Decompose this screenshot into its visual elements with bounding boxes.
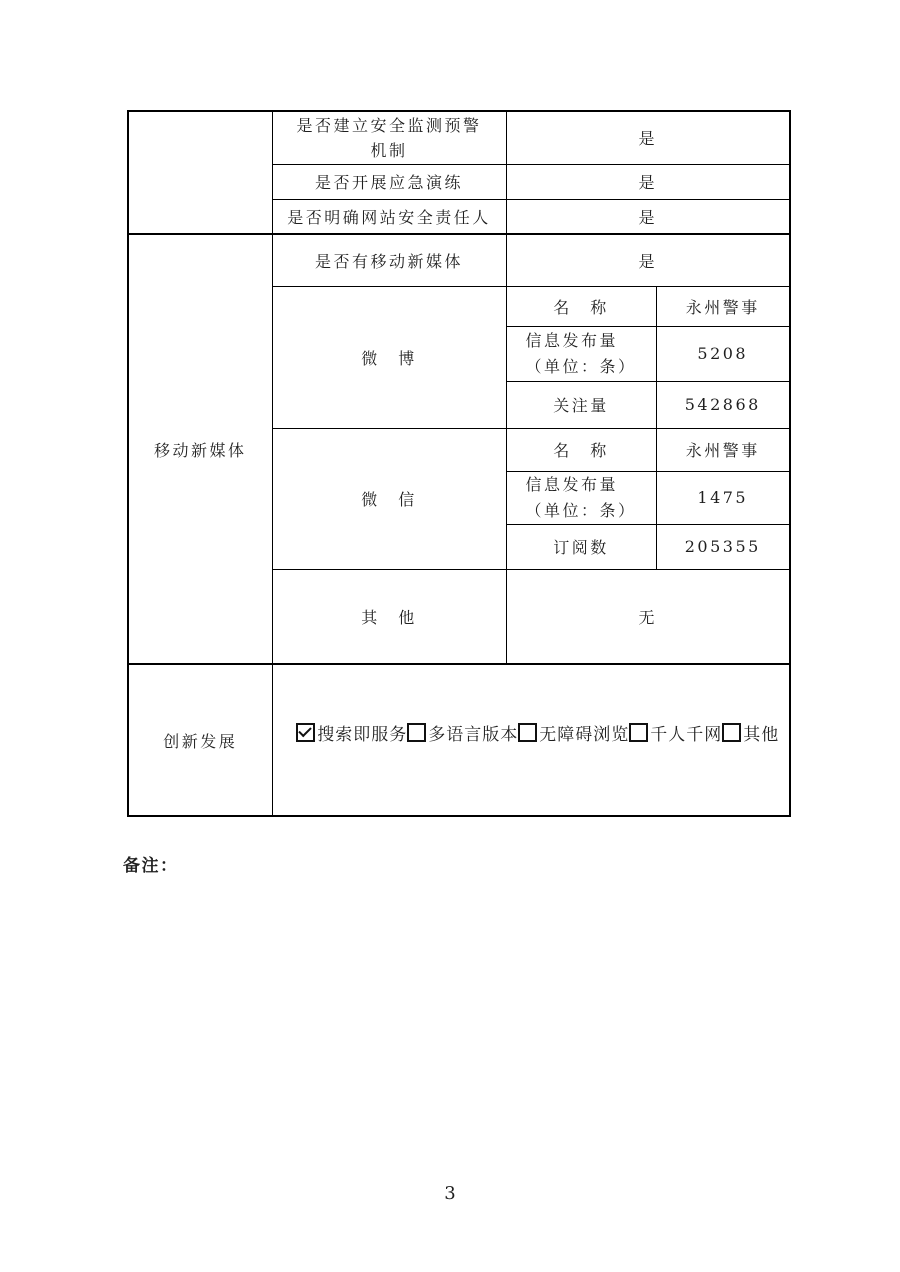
security-monitor-value-cell: 是 (506, 111, 790, 164)
innovation-options-line (273, 720, 790, 761)
wechat-name-label-cell: 名 称 (506, 428, 656, 471)
option-label: 搜索即服务 (317, 724, 408, 745)
weibo-name-value-cell: 永州警事 (656, 286, 790, 326)
weibo-label-cell: 微 博 (272, 286, 506, 428)
option-personalized (629, 720, 722, 745)
option-accessibility (518, 720, 629, 745)
weibo-name-label-cell: 名 称 (506, 286, 656, 326)
weibo-followers-label-cell: 关注量 (506, 381, 656, 428)
wechat-name-value-cell: 永州警事 (656, 428, 790, 471)
option-other (722, 720, 779, 745)
wechat-subscribers-label-cell: 订阅数 (506, 524, 656, 569)
innovation-group-cell: 创新发展 (128, 664, 272, 816)
security-monitor-row (128, 111, 790, 164)
checkbox-multilingual-icon (407, 723, 426, 742)
wechat-posts-label: 信息发布量 （单位：条） (525, 474, 637, 520)
security-monitor-label-cell (272, 111, 506, 164)
checkbox-search-as-service-icon (296, 723, 315, 742)
has-mobile-media-row (128, 234, 790, 286)
wechat-subscribers-value-cell: 205355 (656, 524, 790, 569)
weibo-followers-value-cell: 542868 (656, 381, 790, 428)
option-label: 无障碍浏览 (539, 724, 630, 745)
option-label: 多语言版本 (428, 724, 519, 745)
innovation-row (128, 664, 790, 816)
weibo-posts-label-cell (506, 326, 656, 381)
wechat-posts-label-cell (506, 471, 656, 524)
mobile-media-group-cell: 移动新媒体 (128, 234, 272, 664)
wechat-posts-value-cell: 1475 (656, 471, 790, 524)
wechat-label-cell: 微 信 (272, 428, 506, 569)
remarks-label: 备注： (123, 856, 179, 876)
weibo-posts-value-cell: 5208 (656, 326, 790, 381)
has-mobile-media-label-cell: 是否有移动新媒体 (272, 234, 506, 286)
option-multilingual (407, 720, 518, 745)
emergency-drill-value-cell: 是 (506, 164, 790, 199)
emergency-drill-label-cell: 是否开展应急演练 (272, 164, 506, 199)
has-mobile-media-value-cell: 是 (506, 234, 790, 286)
security-group-cell (128, 111, 272, 234)
row-label: 是否建立安全监测预警机制 (296, 115, 482, 160)
option-label: 千人千网 (650, 724, 723, 745)
security-officer-value-cell: 是 (506, 199, 790, 234)
other-media-label-cell: 其 他 (272, 569, 506, 664)
innovation-options-cell (272, 664, 790, 816)
checkbox-personalized-icon (629, 723, 648, 742)
checkbox-other-icon (722, 723, 741, 742)
weibo-posts-label: 信息发布量 （单位：条） (525, 330, 637, 376)
checkbox-accessibility-icon (518, 723, 537, 742)
security-officer-label-cell: 是否明确网站安全责任人 (272, 199, 506, 234)
option-search-as-service (296, 720, 407, 745)
page-number: 3 (444, 1183, 456, 1204)
other-media-value-cell: 无 (506, 569, 790, 664)
option-label: 其他 (743, 724, 780, 745)
annual-report-table (127, 110, 791, 817)
